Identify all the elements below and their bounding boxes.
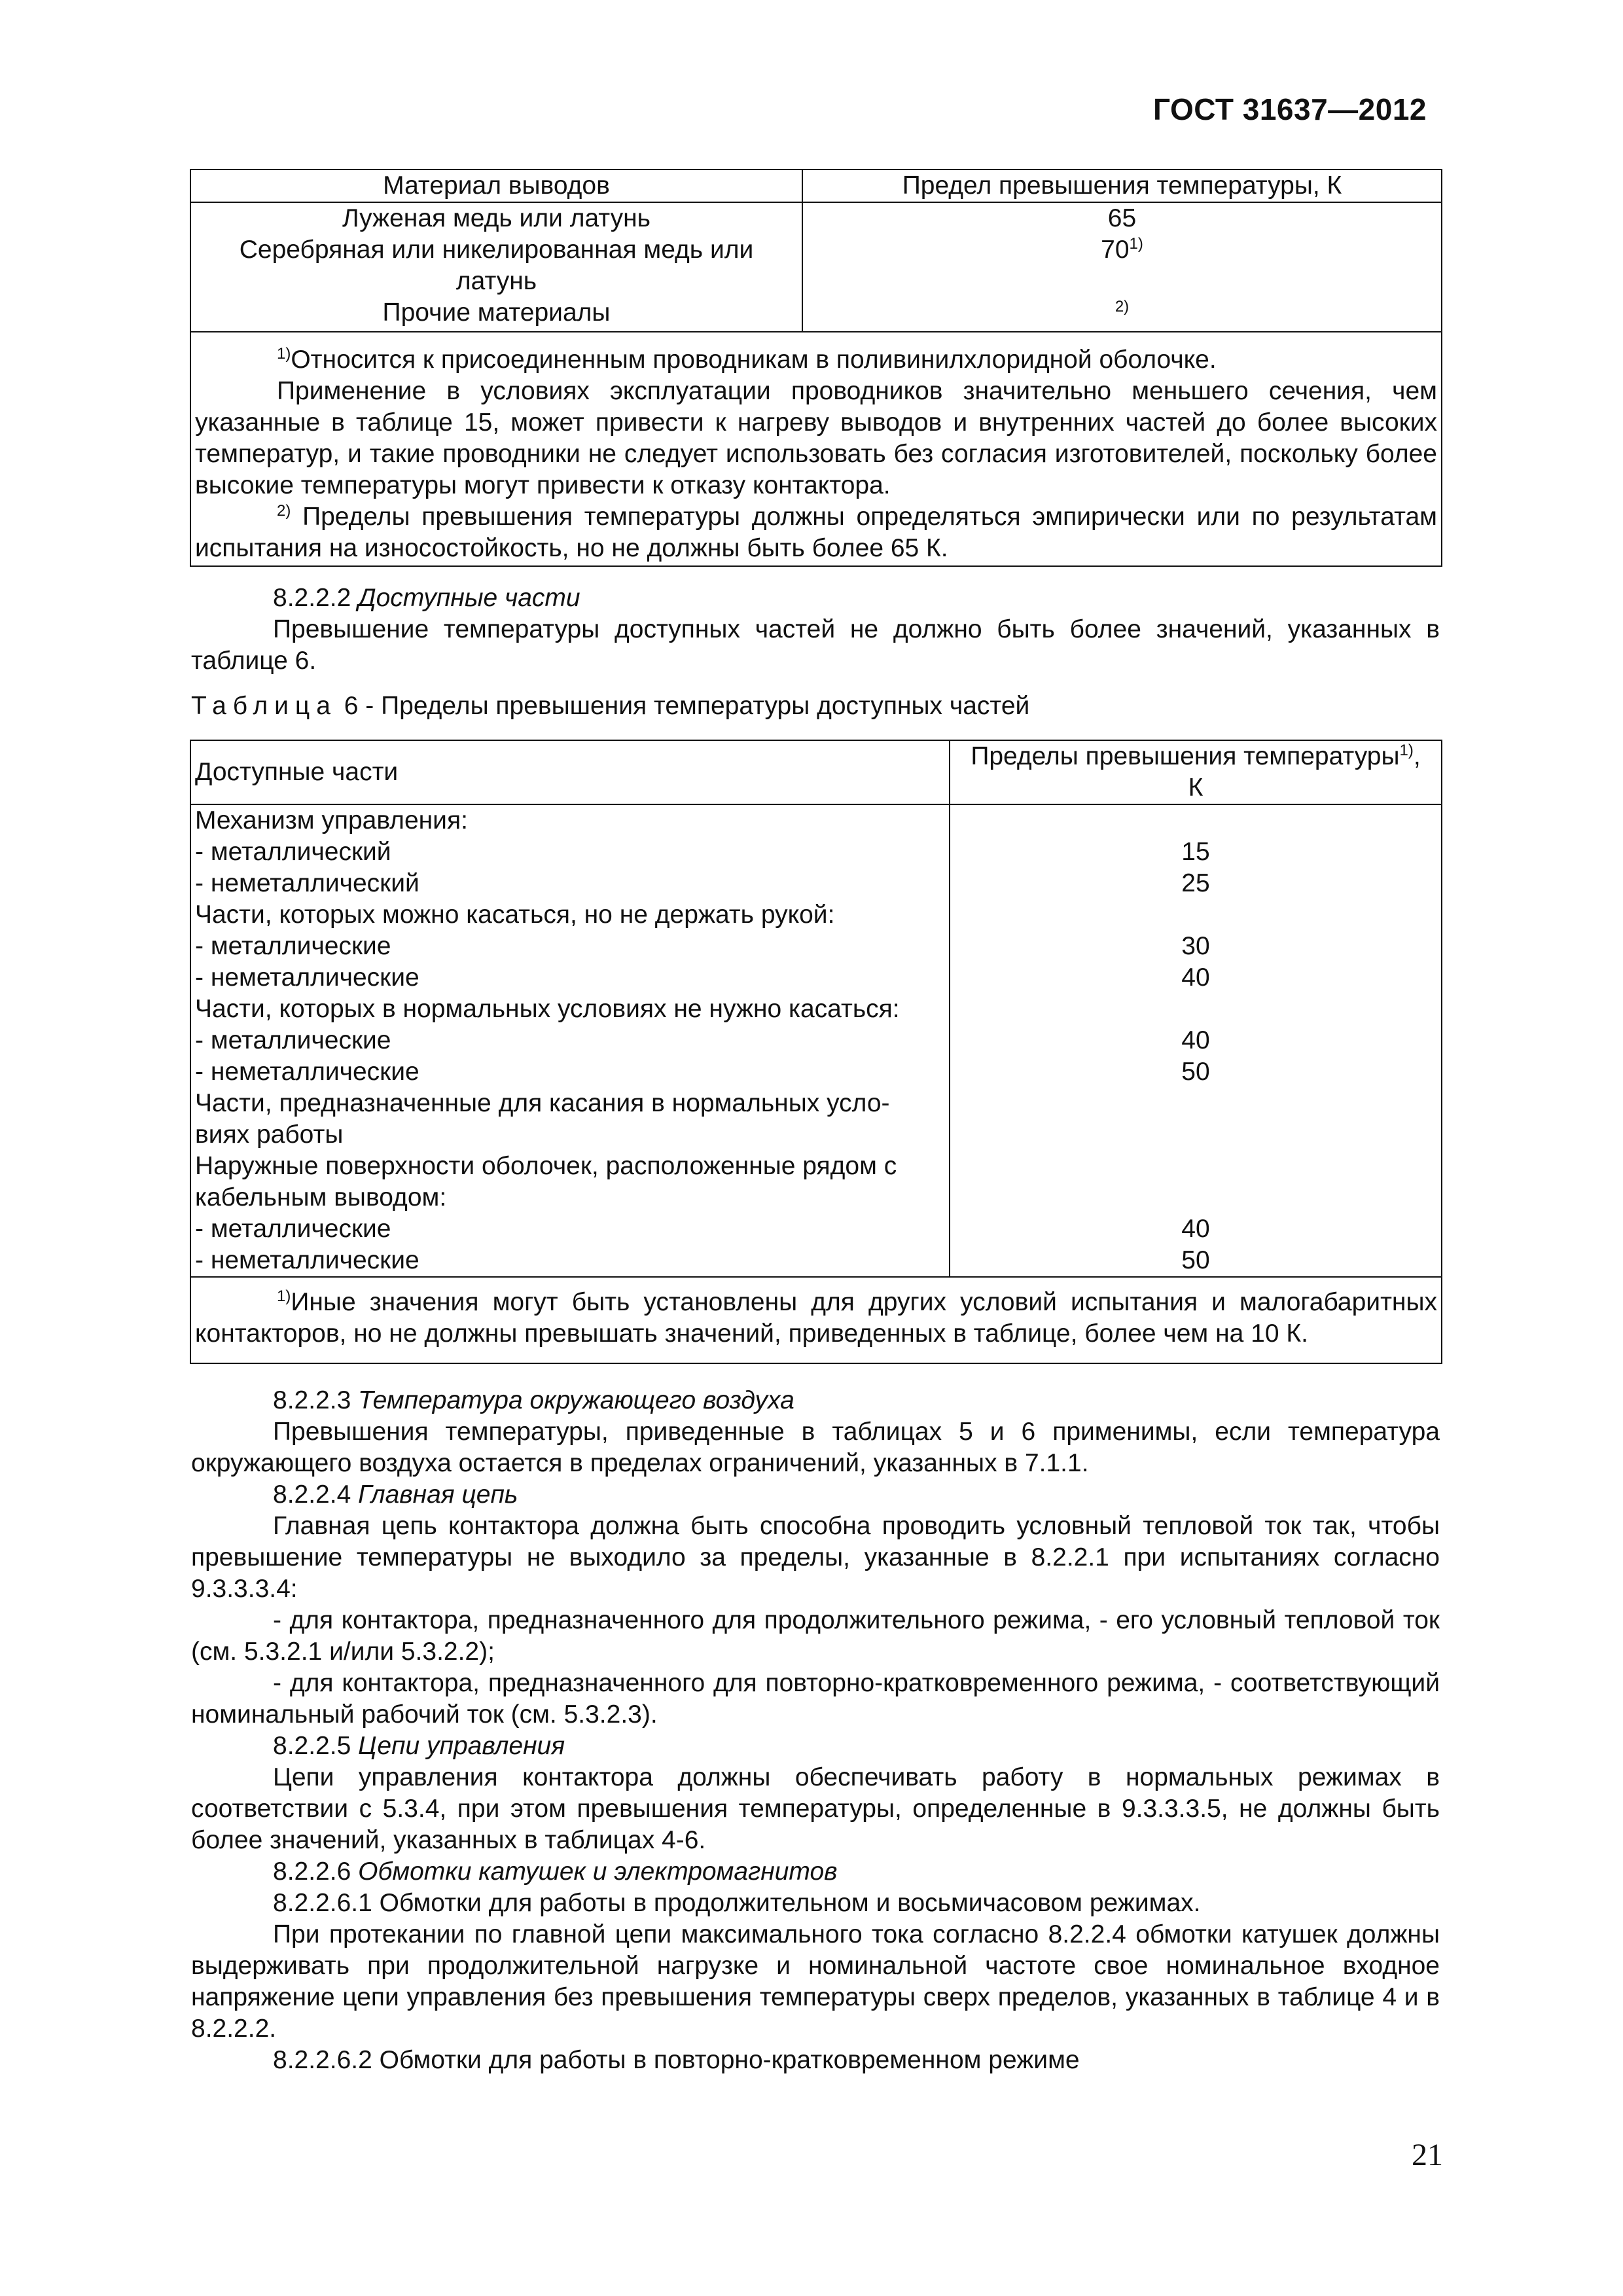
part-value: 40 [1181,1215,1210,1243]
section-title: Температура окружающего воздуха [358,1386,794,1414]
section-heading [191,1385,1440,1416]
part-label: виях работы [195,1121,344,1149]
part-label: - металлический [195,838,391,866]
section-number: 8.2.2.6 [273,1857,359,1886]
part-label: Части, предназначенные для касания в нормальных усло- [195,1089,890,1117]
table-6-caption [191,691,1440,722]
part-label: Наружные поверхности оболочек, расположенные рядом с [195,1152,897,1180]
footnote-text: Иные значения могут быть установлены для других условий испытания и малогабаритных контакторов, но не должны превышать значений, приведенных в таблице, более чем на 10 К. [195,1288,1437,1348]
section-number: 8.2.2.5 [273,1732,359,1760]
part-value [954,994,1437,1025]
limit-value-with-note [807,234,1437,266]
header-text: Пределы превышения температуры [971,742,1400,770]
footnote-mark: 1) [277,345,291,363]
footnote-text: Пределы превышения температуры должны определяться эмпирически или по результатам испытания на износостойкость, но не должны быть более 65 К. [195,503,1437,562]
table-footnote-row [190,1277,1442,1363]
accessible-parts-table [190,740,1442,1364]
table-header-cell: Материал выводов [190,170,802,202]
footnote-1-paragraph: Применение в условиях эксплуатации проводников значительно меньшего сечения, чем указанные в таблице 15, может привести к нагреву выводов и внутренних частей до более высоких температур, и такие проводники не следует использовать без согласия изготовителей, поскольку более высокие температуры могут привести к отказу контактора. [195,377,1437,499]
part-value [954,1119,1437,1151]
caption-text: 6 - Пределы превышения температуры доступных частей [336,692,1030,720]
part-value: 25 [1181,869,1210,897]
section-heading [191,1731,1440,1762]
part-value [954,1182,1437,1213]
material-name: Прочие материалы [382,298,611,327]
section-heading [191,1856,1440,1888]
limit-value-with-note [807,297,1437,329]
part-value: 50 [1181,1058,1210,1086]
section-number: 8.2.2.3 [273,1386,359,1414]
part-value [954,1151,1437,1182]
document-code: ГОСТ 31637—2012 [1153,92,1427,126]
material-name: Серебряная или никелированная медь или латунь [239,236,754,295]
part-value [954,899,1437,931]
paragraph: Превышение температуры доступных частей не должно быть более значений, указанных в таблице 6. [191,615,1440,675]
footnote-mark: 1) [1399,742,1414,759]
part-value [954,805,1437,836]
paragraph: Превышения температуры, приведенные в таблицах 5 и 6 применимы, если температура окружающего воздуха остается в пределах ограничений, указанных в 7.1.1. [191,1418,1440,1477]
part-value: 40 [1181,963,1210,992]
part-label: - неметаллический [195,869,419,897]
footnote-text: Относится к присоединенным проводникам в поливинилхлоридной оболочке. [291,346,1217,374]
section-title: Цепи управления [358,1732,565,1760]
table-header-cell: Предел превышения температуры, К [802,170,1442,202]
part-value: 40 [1181,1026,1210,1054]
part-value: 50 [1181,1246,1210,1274]
table-header-row [190,740,1442,804]
spacer [807,266,1437,297]
header-line [954,741,1437,772]
section-heading [191,583,1440,614]
footnote-1 [195,1287,1437,1350]
part-label: - металлические [195,932,391,960]
footnote-mark: 2) [277,502,291,520]
part-value: 15 [1181,838,1210,866]
part-label: - металлические [195,1215,391,1243]
part-label: - металлические [195,1026,391,1054]
footnote-mark: 1) [1129,235,1143,253]
list-item: - для контактора, предназначенного для повторно-кратковременного режима, - соответствующий номинальный рабочий ток (см. 5.3.2.3). [191,1669,1440,1729]
part-label: кабельным выводом: [195,1183,447,1211]
part-label: - неметаллические [195,963,419,992]
header-text: , [1413,742,1421,770]
part-label: - неметаллические [195,1058,419,1086]
section-number: 8.2.2.4 [273,1480,359,1509]
paragraph: Главная цепь контактора должна быть способна проводить условный тепловой ток так, чтобы превышение температуры не выходило за пределы, указанные в 8.2.2.1 при испытаниях согласно 9.3.3.3.4: [191,1512,1440,1603]
values-cell [950,804,1442,1277]
part-value: 30 [1181,932,1210,960]
material-cell [190,202,802,332]
part-value [954,1088,1437,1119]
section-8-2-2-2 [191,583,1440,677]
parts-cell [190,804,950,1277]
footnote-mark: 1) [277,1287,291,1305]
section-heading [191,1479,1440,1511]
material-name: Луженая медь или латунь [342,204,651,232]
table-header-cell [950,740,1442,804]
part-label: - неметаллические [195,1246,419,1274]
table-footnotes [190,332,1442,566]
caption-word: Таблица [191,692,337,720]
paragraph: При протекании по главной цепи максимального тока согласно 8.2.2.4 обмотки катушек должны выдерживать при продолжительной нагрузке и номинальной частоте свое номинальное входное напряжение цепи управления без превышения температуры сверх пределов, указанных в таблице 4 и в 8.2.2.2. [191,1920,1440,2043]
limit-cell [802,202,1442,332]
table-footnote [190,1277,1442,1363]
section-title: Доступные части [358,584,580,612]
table-header-cell: Доступные части [190,740,950,804]
table-header-row [190,170,1442,202]
limit-value: 65 [1107,204,1137,232]
paragraph: Цепи управления контактора должны обеспечивать работу в нормальных режимах в соответствии с 5.3.4, при этом превышения температуры, определенные в 9.3.3.3.5, не должны быть более значений, указанных в таблицах 4-6. [191,1763,1440,1854]
table-row [190,804,1442,1277]
limit-value: 70 [1101,236,1130,264]
header-unit: К [1188,774,1204,802]
page-number: 21 [1412,2138,1443,2172]
table-footnote-row [190,332,1442,566]
footnote-2 [195,501,1437,564]
section-title: Обмотки катушек и электромагнитов [358,1857,838,1886]
section-number: 8.2.2.2 [273,584,359,612]
footnote-1 [195,344,1437,376]
part-label: Механизм управления: [195,806,468,834]
section-title: Главная цепь [358,1480,518,1509]
subsection-heading: 8.2.2.6.2 Обмотки для работы в повторно-кратковременном режиме [273,2046,1080,2074]
footnote-mark: 2) [1115,298,1130,315]
subsection-heading: 8.2.2.6.1 Обмотки для работы в продолжительном и восьмичасовом режимах. [273,1889,1201,1917]
part-label: Части, которых можно касаться, но не держать рукой: [195,901,835,929]
table-row [190,202,1442,332]
list-item: - для контактора, предназначенного для продолжительного режима, - его условный тепловой ток (см. 5.3.2.1 и/или 5.3.2.2); [191,1606,1440,1666]
part-label: Части, которых в нормальных условиях не нужно касаться: [195,995,900,1023]
terminal-temperature-table [190,169,1442,567]
body-text [191,1385,1440,2076]
